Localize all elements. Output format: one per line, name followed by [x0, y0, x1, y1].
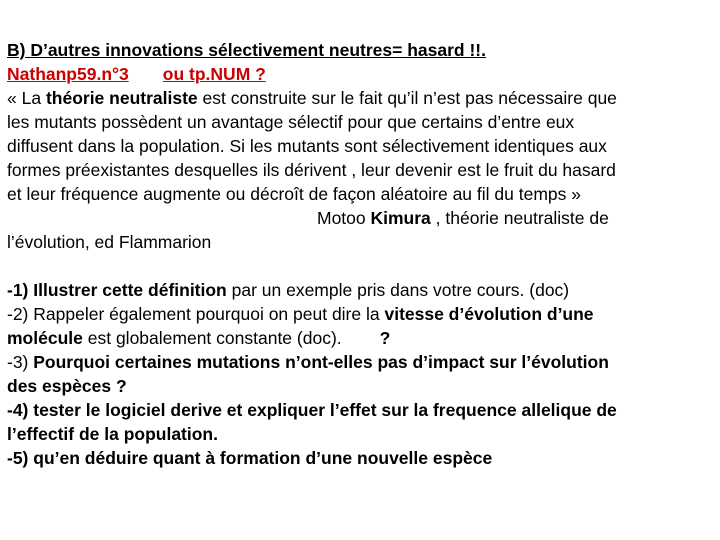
question-2 [7, 302, 707, 326]
question-2-bold-molecule: molécule [7, 328, 83, 348]
section-heading: B) D’autres innovations sélectivement neutres= hasard !!. [7, 40, 486, 60]
quote-text: les mutants possèdent un avantage sélectif pour que certains d’entre eux [7, 112, 575, 132]
quote-author [7, 206, 707, 230]
quote-line-3 [7, 134, 707, 158]
question-4: -4) tester le logiciel derive et expliquer l’effet sur la frequence allelique de [7, 400, 617, 420]
tp-num-link[interactable]: ou tp.NUM ? [162, 64, 266, 84]
link-spacer [129, 64, 163, 84]
quote-line-5 [7, 182, 707, 206]
question-4-cont: l’effectif de la population. [7, 424, 218, 444]
question-3-num: -3) [7, 352, 34, 372]
quote-text: et leur fréquence augmente ou décroît de façon aléatoire au fil du temps » [7, 184, 581, 204]
quote-line-1 [7, 86, 707, 110]
quote-text: est construite sur le fait qu’il n’est pas nécessaire que [197, 88, 617, 108]
question-1-rest: par un exemple pris dans votre cours. (doc) [226, 280, 570, 300]
quote-emphasis: théorie neutraliste [45, 88, 198, 108]
quote-line-2 [7, 110, 707, 134]
question-1 [7, 278, 707, 302]
question-2-rest: est globalement constante (doc). [82, 328, 342, 348]
question-3-cont: des espèces ? [7, 376, 127, 396]
slide-content [7, 38, 707, 470]
question-2-bold: vitesse d’évolution d’une [384, 304, 594, 324]
quote-text: « La [7, 88, 46, 108]
author-work: , théorie neutraliste de [430, 208, 609, 228]
question-2-cont [7, 326, 707, 350]
author-name: Kimura [370, 208, 431, 228]
question-3 [7, 350, 707, 374]
quote-line-4 [7, 158, 707, 182]
question-1-bold: -1) Illustrer cette définition [7, 280, 227, 300]
question-3-bold: Pourquoi certaines mutations n’ont-elles pas d’impact sur l’évolution [33, 352, 609, 372]
author-prefix: Motoo [317, 208, 371, 228]
question-2-mark: ? [379, 328, 391, 348]
quote-source: l’évolution, ed Flammarion [7, 232, 212, 252]
quote-text: diffusent dans la population. Si les mutants sont sélectivement identiques aux [7, 136, 607, 156]
question-2-text: -2) Rappeler également pourquoi on peut dire la [7, 304, 385, 324]
heading-links [7, 62, 707, 86]
question-5: -5) qu’en déduire quant à formation d’une nouvelle espèce [7, 448, 493, 468]
nathanp-link[interactable]: Nathanp59.n°3 [7, 64, 129, 84]
quote-text: formes préexistantes desquelles ils dérivent , leur devenir est le fruit du hasard [7, 160, 616, 180]
spacer [7, 254, 707, 278]
